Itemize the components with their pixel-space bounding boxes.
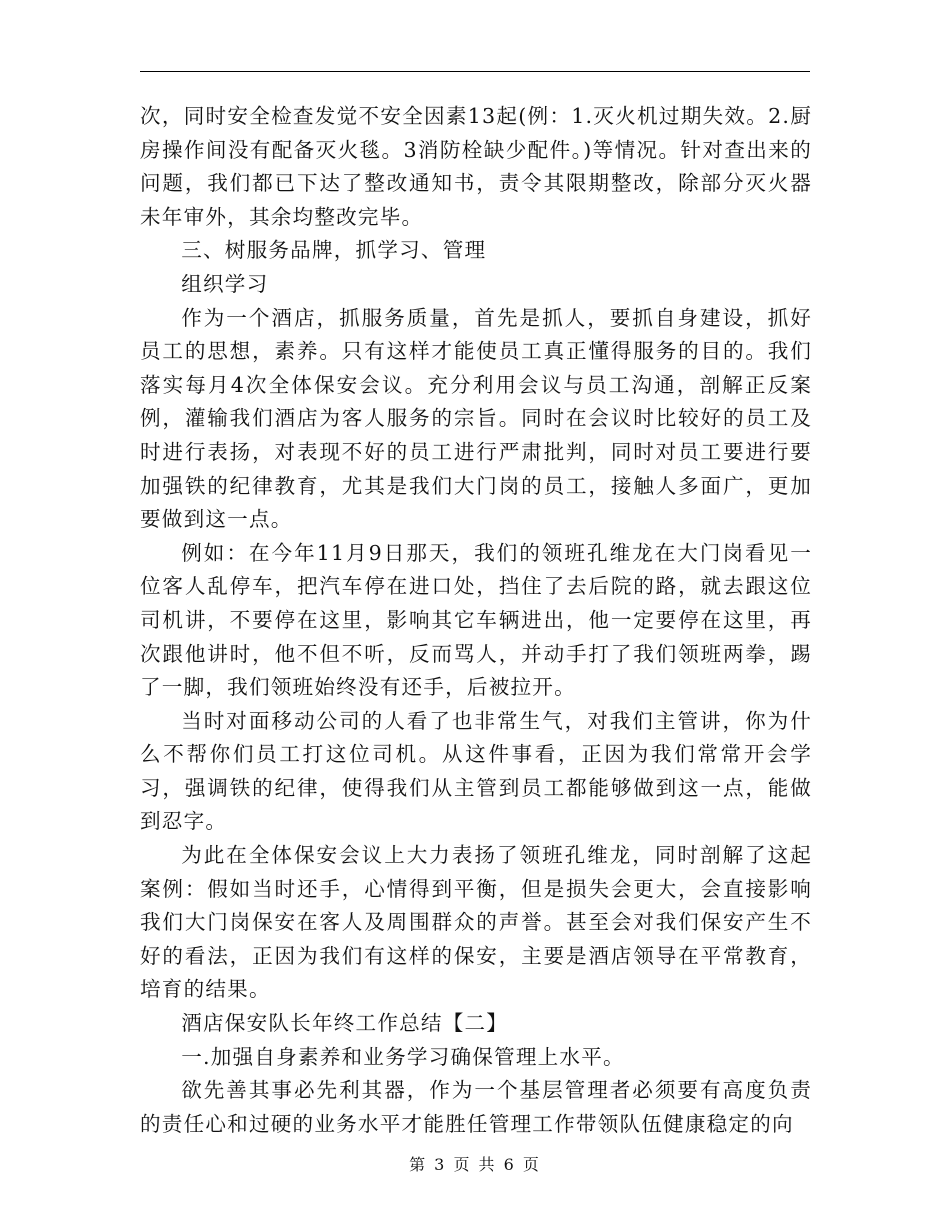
- paragraph-1: 次，同时安全检查发觉不安全因素13起(例：1.灭火机过期失效。2.厨房操作间没有配备灭火毯。3消防栓缺少配件。)等情况。针对查出来的问题，我们都已下达了整改通知书，责令其限期整改，除部分灭火器未年审外，其余均整改完毕。: [140, 104, 812, 229]
- subheading-organize-study: 组织学习: [181, 271, 269, 296]
- paragraph-10: 欲先善其事必先利其器，作为一个基层管理者必须要有高度负责的责任心和过硬的业务水平才能胜任管理工作带领队伍健康稳定的向: [140, 1078, 812, 1136]
- section-heading-1: 一.加强自身素养和业务学习确保管理上水平。: [181, 1044, 625, 1069]
- page-number: 第 3 页 共 6 页: [409, 1155, 541, 1174]
- paragraph-6: 当时对面移动公司的人看了也非常生气，对我们主管讲，你为什么不帮你们员工打这位司机。从这件事看，正因为我们常常开会学习，强调铁的纪律，使得我们从主管到员工都能够做到这一点，能做到忍字。: [140, 708, 812, 834]
- paragraph-5: 例如：在今年11月9日那天，我们的领班孔维龙在大门岗看见一位客人乱停车，把汽车停在进口处，挡住了去后院的路，就去跟这位司机讲，不要停在这里，影响其它车辆进出，他一定要停在这里，再次跟他讲时，他不但不听，反而骂人，并动手打了我们领班两拳，踢了一脚，我们领班始终没有还手，后被拉开。: [140, 540, 812, 700]
- paragraph-7: 为此在全体保安会议上大力表扬了领班孔维龙，同时剖解了这起案例：假如当时还手，心情得到平衡，但是损失会更大，会直接影响我们大门岗保安在客人及周围群众的声誉。甚至会对我们保安产生不好的看法，正因为我们有这样的保安，主要是酒店领导在平常教育，培育的结果。: [140, 843, 812, 1002]
- document-section-title: 酒店保安队长年终工作总结【二】: [181, 1011, 509, 1036]
- section-heading-3: 三、树服务品牌，抓学习、管理: [181, 238, 487, 263]
- paragraph-4: 作为一个酒店，抓服务质量，首先是抓人，要抓自身建设，抓好员工的思想，素养。只有这样才能使员工真正懂得服务的目的。我们落实每月4次全体保安会议。充分利用会议与员工沟通，剖解正反案例，灌输我们酒店为客人服务的宗旨。同时在会议时比较好的员工及时进行表扬，对表现不好的员工进行严肃批判，同时对员工要进行要加强铁的纪律教育，尤其是我们大门岗的员工，接触人多面广，更加要做到这一点。: [140, 305, 812, 532]
- header-rule: [140, 71, 810, 72]
- document-body: [140, 100, 812, 1141]
